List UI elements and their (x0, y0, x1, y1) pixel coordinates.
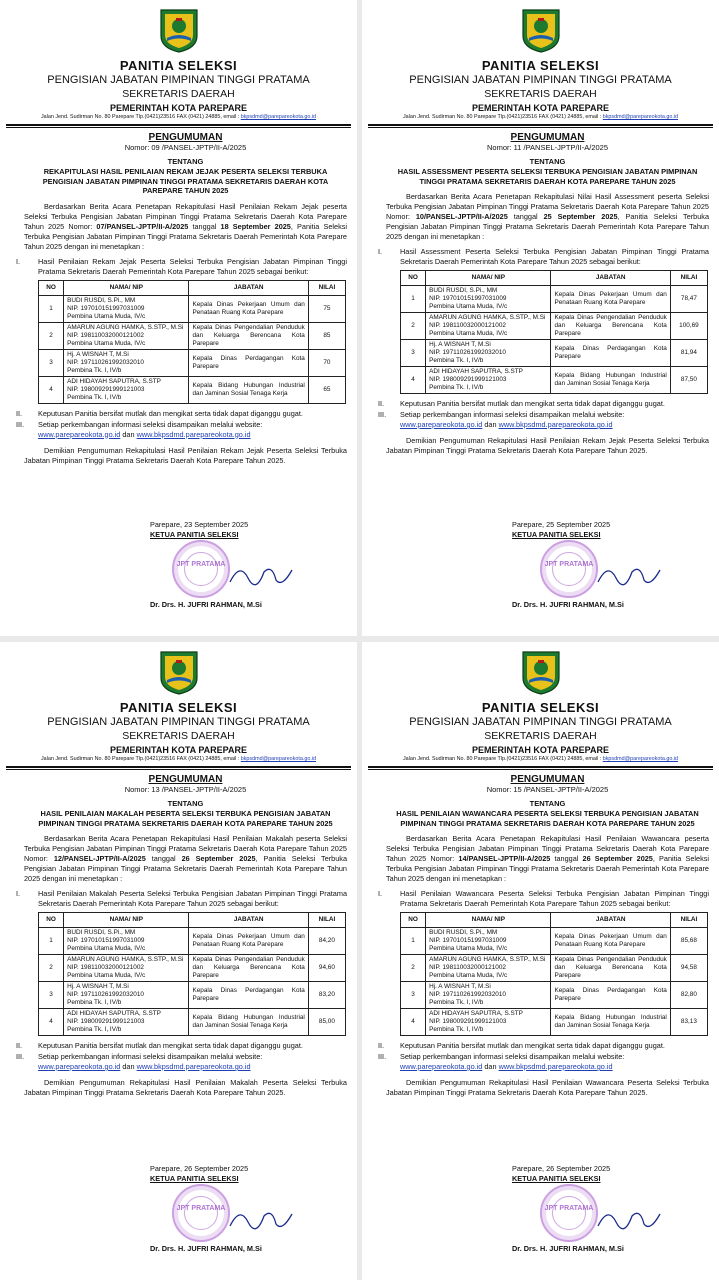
closing-paragraph: Demikian Pengumuman Rekapitulasi Hasil Penilaian Makalah Peserta Seleksi Terbuka Jabatan Pimpinan Tinggi Pratama Sekretaris Daerah Kota Parepare Tahun 2025. (24, 1078, 347, 1097)
committee-title: PANITIA SELEKSI (119, 58, 238, 73)
decision-item-2: II. Keputusan Panitia bersifat mutlak dan mengikat serta tidak dapat diganggu gugat. (16, 408, 303, 418)
announcement-subject: HASIL PENILAIAN WAWANCARA PESERTA SELEKSI TERBUKA PENGISIAN JABATAN PIMPINAN TINGGI PRATAMA SEKRETARIS DAERAH KOTA PAREPARE TAHUN 2025 (396, 809, 699, 828)
address-line: Jalan Jend. Sudirman No. 80 Parepare Tlp.(0421)23516 FAX (0421) 24885, email : bkpsdmd@parepareokota.go.id (402, 756, 679, 762)
name-nip-cell: Hj. A WISNAH T, M.Si NIP. 197110261992032010 Pembina Tk. I, IV/b (426, 340, 551, 367)
announcement-heading: PENGUMUMAN (510, 132, 585, 143)
table-row (39, 376, 346, 403)
committee-title: PANITIA SELEKSI (481, 700, 600, 715)
decision-item-2: II. Keputusan Panitia bersifat mutlak dan mengikat serta tidak dapat diganggu gugat. (16, 1041, 303, 1050)
score-cell: 100,69 (670, 313, 707, 340)
table-row (39, 349, 346, 376)
name-nip-cell: BUDI RUSDI, S.Pi., MM NIP. 197010151997031009 Pembina Utama Muda, IV/c (64, 928, 189, 955)
score-cell: 82,80 (670, 982, 707, 1009)
score-cell: 65 (308, 376, 345, 403)
chair-name: Dr. Drs. H. JUFRI RAHMAN, M.Si (512, 600, 624, 609)
score-cell: 78,47 (670, 286, 707, 313)
score-cell: 85,68 (670, 928, 707, 955)
website-link[interactable]: www.bkpsdmd.parepareokota.go.id (136, 429, 251, 439)
email-link[interactable]: bkpsdmd@parepareokota.go.id (602, 756, 679, 762)
results-table: NO NAMA/ NIP JABATAN NILAI 1 BUDI RUSDI, S.Pi., MM NIP. 197010151997031009 Pembina Utama Muda, IV/c Kepala Dinas Pekerjaan Umum dan Penataan Ruang Kota Parepare 85,68 2 AMARUN AGUNG HAMKA, S.STP., M.Si NIP. 198110032000121002 Pembina Utama Muda, IV/c Kepala Dinas Pengendalian Penduduk dan Keluarga Berencana Kota Parepare 94,58 3 Hj. A WISNAH T, M.Si NIP. 197110261992032010 Pembina Tk. I, IV/b Kepala Dinas Perdagangan Kota Parepare 82,80 4 ADI HIDAYAH SAPUTRA, S.STP NIP. 198009291999121003 Pembina Tk. I, IV/b Kepala Bidang Hubungan Industrial dan Jaminan Sosial Tenaga Kerja 83,13 (400, 912, 708, 1036)
committee-title: PANITIA SELEKSI (481, 58, 600, 73)
announcement-body: PENGUMUMAN Nomor: 15 /PANSEL-JPTP/II-A/2025 TENTANG HASIL PENILAIAN WAWANCARA PESERTA SELEKSI TERBUKA PENGISIAN JABATAN PIMPINAN TINGGI PRATAMA SEKRETARIS DAERAH KOTA PAREPARE TAHUN 2025 Berdasarkan Berita Acara Penetapan Rekapitulasi Hasil Penilaian Wawancara peserta Seleksi Terbuka Pengisian Jabatan Pimpinan Tinggi Pratama Sekretaris Daerah Kota Parepare Tahun 2025 Nomor: 14/PANSEL-JPTP/II-A/2025 tanggal 26 September 2025, Panitia Seleksi Terbuka Pengisian Jabatan Pimpinan Tinggi Pratama Sekretaris Daerah Pemerintah Kota Parepare Tahun 2025 dengan ini menetapkan : I. Hasil Penilaian Wawancara Peserta Seleksi Terbuka Pengisian Jabatan Pimpinan Tinggi Pratama Sekretaris Daerah Pemerintah Kota Parepare Tahun 2025 sebagai berikut: NO NAMA/ NIP JABATAN NILAI 1 BUDI RUSDI, S.Pi., MM NIP. 197010151997031009 Pembina Utama Muda, IV/c Kepala Dinas Pekerjaan Umum dan Penataan Ruang Kota Parepare 85,68 2 AMARUN AGUNG HAMKA, S.STP., M.Si NIP. 198110032000121002 Pembina Utama Muda, IV/c Kepala Dinas Pengendalian Penduduk dan Keluarga Berencana Kota Parepare 94,58 3 Hj. A WISNAH T, M.Si NIP. 197110261992032010 Pembina Tk. I, IV/b Kepala Dinas Perdagangan Kota Parepare 82,80 4 ADI HIDAYAH SAPUTRA, S.STP NIP. 198009291999121003 Pembina Tk. I, IV/b Kepala Bidang Hubungan Industrial dan Jaminan Sosial Tenaga Kerja 83,13 II. Keputusan Panitia bersifat mutlak dan mengikat serta tidak dapat diganggu gugat. III. Setiap perkembangan informasi seleksi disampaikan melalui website: www.parepareokota.go.id dan www.bkpsdmd.parepareokota.go.id Demikian Pengumuman Rekapitulasi Hasil Penilaian Wawancara Peserta Seleksi Terbuka Jabatan Pimpinan Tinggi Pratama Sekretaris Daerah Kota Parepare Tahun 2025. (378, 774, 709, 1097)
website-link[interactable]: www.bkpsdmd.parepareokota.go.id (498, 420, 613, 429)
city-emblem-icon (519, 6, 563, 54)
results-table: NO NAMA/ NIP JABATAN NILAI 1 BUDI RUSDI, S.Pi., MM NIP. 197010151997031009 Pembina Utama Muda, IV/c Kepala Dinas Pekerjaan Umum dan Penataan Ruang Kota Parepare 84,20 2 AMARUN AGUNG HAMKA, S.STP., M.Si NIP. 198110032000121002 Pembina Utama Muda, IV/c Kepala Dinas Pengendalian Penduduk dan Keluarga Berencana Kota Parepare 94,60 3 Hj. A WISNAH T, M.Si NIP. 197110261992032010 Pembina Tk. I, IV/b Kepala Dinas Perdagangan Kota Parepare 83,20 4 ADI HIDAYAH SAPUTRA, S.STP NIP. 198009291999121003 Pembina Tk. I, IV/b Kepala Bidang Hubungan Industrial dan Jaminan Sosial Tenaga Kerja 85,00 (38, 912, 346, 1036)
official-stamp: JPT PRATAMA (540, 540, 598, 598)
position-cell: Kepala Dinas Perdagangan Kota Parepare (551, 982, 670, 1009)
address-line: Jalan Jend. Sudirman No. 80 Parepare Tlp.(0421)23516 FAX (0421) 24885, email : bkpsdmd@parepareokota.go.id (40, 114, 317, 120)
preamble-paragraph: Berdasarkan Berita Acara Penetapan Rekapitulasi Hasil Penilaian Wawancara peserta Seleksi Terbuka Pengisian Jabatan Pimpinan Tinggi Pratama Sekretaris Daerah Kota Parepare Tahun 2025 Nomor: 14/PANSEL-JPTP/II-A/2025 tanggal 26 September 2025, Panitia Seleksi Terbuka Pengisian Jabatan Pimpinan Tinggi Pratama Sekretaris Daerah Pemerintah Kota Parepare Tahun 2025 dengan ini menetapkan : (386, 834, 709, 883)
row-number: 3 (39, 349, 64, 376)
row-number: 1 (39, 928, 64, 955)
letterhead: PANITIA SELEKSI PENGISIAN JABATAN PIMPINAN TINGGI PRATAMA SEKRETARIS DAERAH PEMERINTAH KOTA PAREPARE (362, 700, 719, 757)
website-link[interactable]: www.bkpsdmd.parepareokota.go.id (498, 1062, 613, 1071)
table-row (401, 367, 708, 394)
position-cell: Kepala Bidang Hubungan Industrial dan Jaminan Sosial Tenaga Kerja (551, 1009, 670, 1036)
score-cell: 84,20 (308, 928, 345, 955)
row-number: 4 (401, 1009, 426, 1036)
signature-scribble (594, 1204, 664, 1234)
row-number: 3 (39, 982, 64, 1009)
row-number: 3 (401, 340, 426, 367)
place-date: Parepare, 25 September 2025 (512, 520, 611, 529)
name-nip-cell: BUDI RUSDI, S.Pi., MM NIP. 197010151997031009 Pembina Utama Muda, IV/c (426, 928, 551, 955)
place-date: Parepare, 26 September 2025 (512, 1164, 611, 1173)
table-row (401, 928, 708, 955)
address-line: Jalan Jend. Sudirman No. 80 Parepare Tlp.(0421)23516 FAX (0421) 24885, email : bkpsdmd@parepareokota.go.id (40, 756, 317, 762)
website-link[interactable]: www.parepareokota.go.id (38, 1062, 121, 1071)
decision-item-3: III. Setiap perkembangan informasi seleksi disampaikan melalui website: www.parepareokota.go.id dan www.bkpsdmd.parepareokota.go.id (16, 419, 263, 439)
website-link[interactable]: www.bkpsdmd.parepareokota.go.id (136, 1062, 251, 1071)
preamble-paragraph: Berdasarkan Berita Acara Penetapan Rekapitulasi Hasil Penilaian Rekam Jejak peserta Seleksi Terbuka Pengisian Jabatan Pimpinan Tinggi Pratama Sekretaris Daerah Kota Parepare Tahun 2025 Nomor: 07/PANSEL-JPTP/II-A/2025 tanggal 18 September 2025, Panitia Seleksi Terbuka Pengisian Jabatan Pimpinan Tinggi Pratama Sekretaris Daerah Pemerintah Kota Parepare Tahun 2025 dengan ini menetapkan : (24, 201, 347, 251)
row-number: 1 (401, 928, 426, 955)
position-cell: Kepala Dinas Pekerjaan Umum dan Penataan Ruang Kota Parepare (189, 295, 308, 322)
table-row (401, 1009, 708, 1036)
committee-title: PANITIA SELEKSI (119, 700, 238, 715)
announcement-number: Nomor: 13 /PANSEL-JPTP/II-A/2025 (124, 785, 247, 794)
score-cell: 87,50 (670, 367, 707, 394)
place-date: Parepare, 23 September 2025 (150, 520, 249, 529)
email-link[interactable]: bkpsdmd@parepareokota.go.id (240, 756, 317, 762)
letterhead: PANITIA SELEKSI PENGISIAN JABATAN PIMPINAN TINGGI PRATAMA SEKRETARIS DAERAH PEMERINTAH KOTA PAREPARE (0, 700, 357, 757)
letterhead: PANITIA SELEKSI PENGISIAN JABATAN PIMPINAN TINGGI PRATAMA SEKRETARIS DAERAH PEMERINTAH KOTA PAREPARE (0, 58, 357, 115)
row-number: 4 (401, 367, 426, 394)
website-link[interactable]: www.parepareokota.go.id (38, 429, 121, 439)
announcement-body: PENGUMUMAN Nomor: 13 /PANSEL-JPTP/II-A/2025 TENTANG HASIL PENILAIAN MAKALAH PESERTA SELEKSI TERBUKA PENGISIAN JABATAN PIMPINAN TINGGI PRATAMA SEKRETARIS DAERAH KOTA PAREPARE TAHUN 2025 Berdasarkan Berita Acara Penetapan Rekapitulasi Hasil Penilaian Makalah peserta Seleksi Terbuka Pengisian Jabatan Pimpinan Tinggi Pratama Sekretaris Daerah Kota Parepare Tahun 2025 Nomor: 12/PANSEL-JPTP/II-A/2025 tanggal 26 September 2025, Panitia Seleksi Terbuka Pengisian Jabatan Pimpinan Tinggi Pratama Sekretaris Daerah Pemerintah Kota Parepare Tahun 2025 dengan ini menetapkan : I. Hasil Penilaian Makalah Peserta Seleksi Terbuka Pengisian Jabatan Pimpinan Tinggi Pratama Sekretaris Daerah Pemerintah Kota Parepare Tahun 2025 sebagai berikut: NO NAMA/ NIP JABATAN NILAI 1 BUDI RUSDI, S.Pi., MM NIP. 197010151997031009 Pembina Utama Muda, IV/c Kepala Dinas Pekerjaan Umum dan Penataan Ruang Kota Parepare 84,20 2 AMARUN AGUNG HAMKA, S.STP., M.Si NIP. 198110032000121002 Pembina Utama Muda, IV/c Kepala Dinas Pengendalian Penduduk dan Keluarga Berencana Kota Parepare 94,60 3 Hj. A WISNAH T, M.Si NIP. 197110261992032010 Pembina Tk. I, IV/b Kepala Dinas Perdagangan Kota Parepare 83,20 4 ADI HIDAYAH SAPUTRA, S.STP NIP. 198009291999121003 Pembina Tk. I, IV/b Kepala Bidang Hubungan Industrial dan Jaminan Sosial Tenaga Kerja 85,00 II. Keputusan Panitia bersifat mutlak dan mengikat serta tidak dapat diganggu gugat. III. Setiap perkembangan informasi seleksi disampaikan melalui website: www.parepareokota.go.id dan www.bkpsdmd.parepareokota.go.id Demikian Pengumuman Rekapitulasi Hasil Penilaian Makalah Peserta Seleksi Terbuka Jabatan Pimpinan Tinggi Pratama Sekretaris Daerah Kota Parepare Tahun 2025. (16, 774, 348, 1097)
chair-name: Dr. Drs. H. JUFRI RAHMAN, M.Si (512, 1244, 624, 1253)
row-number: 2 (39, 322, 64, 349)
score-cell: 75 (308, 295, 345, 322)
decision-item-3: III. Setiap perkembangan informasi seleksi disampaikan melalui website: www.parepareokota.go.id dan www.bkpsdmd.parepareokota.go.id (378, 1052, 625, 1071)
preamble-paragraph: Berdasarkan Berita Acara Penetapan Rekapitulasi Nilai Hasil Assessment peserta Seleksi Terbuka Pengisian Jabatan Pimpinan Tinggi Pratama Sekretaris Daerah Kota Parepare Tahun 2025 Nomor: 10/PANSEL-JPTP/II-A/2025 tanggal 25 September 2025, Panitia Seleksi Terbuka Pengisian Jabatan Pimpinan Tinggi Pratama Sekretaris Daerah Pemerintah Kota Parepare Tahun 2025 dengan ini menetapkan : (386, 192, 710, 241)
name-nip-cell: ADI HIDAYAH SAPUTRA, S.STP NIP. 198009291999121003 Pembina Tk. I, IV/b (64, 376, 189, 403)
city-emblem-icon (519, 648, 563, 696)
signature-scribble (594, 560, 664, 590)
announcement-number: Nomor: 11 /PANSEL-JPTP/II-A/2025 (486, 143, 609, 152)
table-row (39, 982, 346, 1009)
chair-name: Dr. Drs. H. JUFRI RAHMAN, M.Si (150, 600, 262, 609)
results-table: NO NAMA/ NIP JABATAN NILAI 1 BUDI RUSDI, S.Pi., MM NIP. 197010151997031009 Pembina Utama Muda, IV/c Kepala Dinas Pekerjaan Umum dan Penataan Ruang Kota Parepare 78,47 2 AMARUN AGUNG HAMKA, S.STP., M.Si NIP. 198110032000121002 Pembina Utama Muda, IV/c Kepala Dinas Pengendalian Penduduk dan Keluarga Berencana Kota Parepare 100,69 3 Hj. A WISNAH T, M.Si NIP. 197110261992032010 Pembina Tk. I, IV/b Kepala Dinas Perdagangan Kota Parepare 81,94 4 ADI HIDAYAH SAPUTRA, S.STP NIP. 198009291999121003 Pembina Tk. I, IV/b Kepala Bidang Hubungan Industrial dan Jaminan Sosial Tenaga Kerja 87,50 (400, 270, 708, 394)
table-row (39, 295, 346, 322)
table-row (39, 1009, 346, 1036)
name-nip-cell: ADI HIDAYAH SAPUTRA, S.STP NIP. 198009291999121003 Pembina Tk. I, IV/b (426, 1009, 551, 1036)
signature-scribble (226, 1204, 296, 1234)
announcement-subject: HASIL PENILAIAN MAKALAH PESERTA SELEKSI TERBUKA PENGISIAN JABATAN PIMPINAN TINGGI PRATAMA SEKRETARIS DAERAH KOTA PAREPARE TAHUN 2025 (38, 809, 333, 828)
position-cell: Kepala Bidang Hubungan Industrial dan Jaminan Sosial Tenaga Kerja (189, 1009, 308, 1036)
decision-item-3: III. Setiap perkembangan informasi seleksi disampaikan melalui website: www.parepareokota.go.id dan www.bkpsdmd.parepareokota.go.id (16, 1052, 263, 1071)
score-cell: 94,58 (670, 955, 707, 982)
position-cell: Kepala Dinas Pekerjaan Umum dan Penataan Ruang Kota Parepare (551, 928, 670, 955)
row-number: 3 (401, 982, 426, 1009)
position-cell: Kepala Bidang Hubungan Industrial dan Jaminan Sosial Tenaga Kerja (189, 376, 308, 403)
signature-scribble (226, 560, 296, 590)
decision-item-2: II. Keputusan Panitia bersifat mutlak dan mengikat serta tidak dapat diganggu gugat. (378, 399, 665, 408)
table-row (39, 322, 346, 349)
letterhead: PANITIA SELEKSI PENGISIAN JABATAN PIMPINAN TINGGI PRATAMA SEKRETARIS DAERAH PEMERINTAH KOTA PAREPARE (362, 58, 719, 115)
score-cell: 81,94 (670, 340, 707, 367)
position-cell: Kepala Dinas Pekerjaan Umum dan Penataan Ruang Kota Parepare (189, 928, 308, 955)
decision-item-1: I. Hasil Assessment Peserta Seleksi Terbuka Pengisian Jabatan Pimpinan Tinggi Pratama Sekretaris Daerah Pemerintah Kota Parepare Tahun 2025 sebagai berikut: (378, 247, 709, 266)
decision-item-3: III. Setiap perkembangan informasi seleksi disampaikan melalui website: www.parepareokota.go.id dan www.bkpsdmd.parepareokota.go.id (378, 410, 625, 429)
name-nip-cell: AMARUN AGUNG HAMKA, S.STP., M.Si NIP. 198110032000121002 Pembina Utama Muda, IV/c (426, 313, 551, 340)
name-nip-cell: AMARUN AGUNG HAMKA, S.STP., M.Si NIP. 198110032000121002 Pembina Utama Muda, IV/c (426, 955, 551, 982)
row-number: 1 (401, 286, 426, 313)
closing-paragraph: Demikian Pengumuman Rekapitulasi Hasil Penilaian Rekam Jejak Peserta Seleksi Terbuka Jabatan Pimpinan Tinggi Pratama Sekretaris Daerah Kota Parepare Tahun 2025. (386, 436, 709, 455)
website-link[interactable]: www.parepareokota.go.id (400, 420, 483, 429)
official-stamp: JPT PRATAMA (172, 1184, 230, 1242)
row-number: 2 (39, 955, 64, 982)
chair-title: KETUA PANITIA SELEKSI (512, 530, 601, 539)
preamble-paragraph: Berdasarkan Berita Acara Penetapan Rekapitulasi Hasil Penilaian Makalah peserta Seleksi Terbuka Pengisian Jabatan Pimpinan Tinggi Pratama Sekretaris Daerah Kota Parepare Tahun 2025 Nomor: 12/PANSEL-JPTP/II-A/2025 tanggal 26 September 2025, Panitia Seleksi Terbuka Pengisian Jabatan Pimpinan Tinggi Pratama Sekretaris Daerah Pemerintah Kota Parepare Tahun 2025 dengan ini menetapkan : (24, 834, 348, 883)
table-row (401, 982, 708, 1009)
name-nip-cell: ADI HIDAYAH SAPUTRA, S.STP NIP. 198009291999121003 Pembina Tk. I, IV/b (426, 367, 551, 394)
row-number: 2 (401, 955, 426, 982)
table-row (401, 340, 708, 367)
closing-paragraph: Demikian Pengumuman Rekapitulasi Hasil Penilaian Wawancara Peserta Seleksi Terbuka Jabatan Pimpinan Tinggi Pratama Sekretaris Daerah Kota Parepare Tahun 2025. (386, 1078, 709, 1097)
city-emblem-icon (157, 6, 201, 54)
chair-title: KETUA PANITIA SELEKSI (150, 530, 239, 539)
name-nip-cell: Hj. A WISNAH T, M.Si NIP. 197110261992032010 Pembina Tk. I, IV/b (64, 349, 189, 376)
score-cell: 85 (308, 322, 345, 349)
score-cell: 83,13 (670, 1009, 707, 1036)
announcement-subject: REKAPITULASI HASIL PENILAIAN REKAM JEJAK PESERTA SELEKSI TERBUKA PENGISIAN JABATAN PIMPINAN TINGGI PRATAMA SEKRETARIS DAERAH KOTA PAREPARE TAHUN 2025 (42, 167, 329, 195)
chair-title: KETUA PANITIA SELEKSI (150, 1174, 239, 1183)
email-link[interactable]: bkpsdmd@parepareokota.go.id (602, 114, 679, 120)
announcement-heading: PENGUMUMAN (510, 774, 585, 785)
announcement-body: PENGUMUMAN Nomor: 09 /PANSEL-JPTP/II-A/2025 TENTANG REKAPITULASI HASIL PENILAIAN REKAM JEJAK PESERTA SELEKSI TERBUKA PENGISIAN JABATAN PIMPINAN TINGGI PRATAMA SEKRETARIS DAERAH KOTA PAREPARE TAHUN 2025 Berdasarkan Berita Acara Penetapan Rekapitulasi Hasil Penilaian Rekam Jejak peserta Seleksi Terbuka Pengisian Jabatan Pimpinan Tinggi Pratama Sekretaris Daerah Kota Parepare Tahun 2025 Nomor: 07/PANSEL-JPTP/II-A/2025 tanggal 18 September 2025, Panitia Seleksi Terbuka Pengisian Jabatan Pimpinan Tinggi Pratama Sekretaris Daerah Pemerintah Kota Parepare Tahun 2025 dengan ini menetapkan : I. Hasil Penilaian Rekam Jejak Peserta Seleksi Terbuka Pengisian Jabatan Pimpinan Tinggi Pratama Sekretaris Daerah Pemerintah Kota Parepare Tahun 2025 sebagai berikut: NO NAMA/ NIP JABATAN NILAI 1 BUDI RUSDI, S.Pi., MM NIP. 197010151997031009 Pembina Utama Muda, IV/c Kepala Dinas Pekerjaan Umum dan Penataan Ruang Kota Parepare 75 2 AMARUN AGUNG HAMKA, S.STP., M.Si NIP. 198110032000121002 Pembina Utama Muda, IV/c Kepala Dinas Pengendalian Penduduk dan Keluarga Berencana Kota Parepare 85 3 Hj. A WISNAH T, M.Si NIP. 197110261992032010 Pembina Tk. I, IV/b Kepala Dinas Perdagangan Kota Parepare 70 4 ADI HIDAYAH SAPUTRA, S.STP NIP. 198009291999121003 Pembina Tk. I, IV/b Kepala Bidang Hubungan Industrial dan Jaminan Sosial Tenaga Kerja 65 II. Keputusan Panitia bersifat mutlak dan mengikat serta tidak dapat diganggu gugat. III. Setiap perkembangan informasi seleksi disampaikan melalui website: www.parepareokota.go.id dan www.bkpsdmd.parepareokota.go.id Demikian Pengumuman Rekapitulasi Hasil Penilaian Rekam Jejak Peserta Seleksi Terbuka Jabatan Pimpinan Tinggi Pratama Sekretaris Daerah Kota Parepare Tahun 2025. (16, 132, 347, 465)
row-number: 4 (39, 1009, 64, 1036)
row-number: 2 (401, 313, 426, 340)
name-nip-cell: BUDI RUSDI, S.Pi., MM NIP. 197010151997031009 Pembina Utama Muda, IV/c (64, 295, 189, 322)
place-date: Parepare, 26 September 2025 (150, 1164, 249, 1173)
announcement-page (362, 642, 719, 1280)
name-nip-cell: BUDI RUSDI, S.Pi., MM NIP. 197010151997031009 Pembina Utama Muda, IV/c (426, 286, 551, 313)
position-cell: Kepala Dinas Perdagangan Kota Parepare (551, 340, 670, 367)
official-stamp: JPT PRATAMA (172, 540, 230, 598)
table-row (401, 955, 708, 982)
position-cell: Kepala Dinas Pekerjaan Umum dan Penataan Ruang Kota Parepare (551, 286, 670, 313)
position-cell: Kepala Dinas Perdagangan Kota Parepare (189, 982, 308, 1009)
decision-item-1: I. Hasil Penilaian Rekam Jejak Peserta Seleksi Terbuka Pengisian Jabatan Pimpinan Tinggi Pratama Sekretaris Daerah Pemerintah Kota Parepare Tahun 2025 sebagai berikut: (16, 256, 347, 276)
announcement-body: PENGUMUMAN Nomor: 11 /PANSEL-JPTP/II-A/2025 TENTANG HASIL ASSESSMENT PESERTA SELEKSI TERBUKA PENGISIAN JABATAN PIMPINAN TINGGI PRATAMA SEKRETARIS DAERAH KOTA PAREPARE TAHUN 2025 Berdasarkan Berita Acara Penetapan Rekapitulasi Nilai Hasil Assessment peserta Seleksi Terbuka Pengisian Jabatan Pimpinan Tinggi Pratama Sekretaris Daerah Kota Parepare Tahun 2025 Nomor: 10/PANSEL-JPTP/II-A/2025 tanggal 25 September 2025, Panitia Seleksi Terbuka Pengisian Jabatan Pimpinan Tinggi Pratama Sekretaris Daerah Pemerintah Kota Parepare Tahun 2025 dengan ini menetapkan : I. Hasil Assessment Peserta Seleksi Terbuka Pengisian Jabatan Pimpinan Tinggi Pratama Sekretaris Daerah Pemerintah Kota Parepare Tahun 2025 sebagai berikut: NO NAMA/ NIP JABATAN NILAI 1 BUDI RUSDI, S.Pi., MM NIP. 197010151997031009 Pembina Utama Muda, IV/c Kepala Dinas Pekerjaan Umum dan Penataan Ruang Kota Parepare 78,47 2 AMARUN AGUNG HAMKA, S.STP., M.Si NIP. 198110032000121002 Pembina Utama Muda, IV/c Kepala Dinas Pengendalian Penduduk dan Keluarga Berencana Kota Parepare 100,69 3 Hj. A WISNAH T, M.Si NIP. 197110261992032010 Pembina Tk. I, IV/b Kepala Dinas Perdagangan Kota Parepare 81,94 4 ADI HIDAYAH SAPUTRA, S.STP NIP. 198009291999121003 Pembina Tk. I, IV/b Kepala Bidang Hubungan Industrial dan Jaminan Sosial Tenaga Kerja 87,50 II. Keputusan Panitia bersifat mutlak dan mengikat serta tidak dapat diganggu gugat. III. Setiap perkembangan informasi seleksi disampaikan melalui website: www.parepareokota.go.id dan www.bkpsdmd.parepareokota.go.id Demikian Pengumuman Rekapitulasi Hasil Penilaian Rekam Jejak Peserta Seleksi Terbuka Jabatan Pimpinan Tinggi Pratama Sekretaris Daerah Kota Parepare Tahun 2025. (378, 132, 710, 455)
table-row (39, 955, 346, 982)
announcement-heading: PENGUMUMAN (148, 132, 223, 143)
announcement-page (0, 0, 357, 636)
table-row (39, 928, 346, 955)
name-nip-cell: ADI HIDAYAH SAPUTRA, S.STP NIP. 198009291999121003 Pembina Tk. I, IV/b (64, 1009, 189, 1036)
announcement-number: Nomor: 09 /PANSEL-JPTP/II-A/2025 (124, 143, 247, 152)
table-row (401, 286, 708, 313)
table-row (401, 313, 708, 340)
announcement-heading: PENGUMUMAN (148, 774, 223, 785)
announcement-page (362, 0, 719, 636)
announcement-subject: HASIL ASSESSMENT PESERTA SELEKSI TERBUKA PENGISIAN JABATAN PIMPINAN TINGGI PRATAMA SEKRETARIS DAERAH KOTA PAREPARE TAHUN 2025 (397, 167, 698, 186)
decision-item-1: I. Hasil Penilaian Wawancara Peserta Seleksi Terbuka Pengisian Jabatan Pimpinan Tinggi Pratama Sekretaris Daerah Pemerintah Kota Parepare Tahun 2025 sebagai berikut: (378, 889, 709, 908)
name-nip-cell: Hj. A WISNAH T, M.Si NIP. 197110261992032010 Pembina Tk. I, IV/b (426, 982, 551, 1009)
position-cell: Kepala Dinas Perdagangan Kota Parepare (189, 349, 308, 376)
chair-name: Dr. Drs. H. JUFRI RAHMAN, M.Si (150, 1244, 262, 1253)
score-cell: 85,00 (308, 1009, 345, 1036)
score-cell: 83,20 (308, 982, 345, 1009)
announcement-number: Nomor: 15 /PANSEL-JPTP/II-A/2025 (486, 785, 609, 794)
position-cell: Kepala Dinas Pengendalian Penduduk dan Keluarga Berencana Kota Parepare (551, 955, 670, 982)
name-nip-cell: Hj. A WISNAH T, M.Si NIP. 197110261992032010 Pembina Tk. I, IV/b (64, 982, 189, 1009)
decision-item-2: II. Keputusan Panitia bersifat mutlak dan mengikat serta tidak dapat diganggu gugat. (378, 1041, 665, 1050)
city-emblem-icon (157, 648, 201, 696)
score-cell: 70 (308, 349, 345, 376)
website-link[interactable]: www.parepareokota.go.id (400, 1062, 483, 1071)
official-stamp: JPT PRATAMA (540, 1184, 598, 1242)
position-cell: Kepala Bidang Hubungan Industrial dan Jaminan Sosial Tenaga Kerja (551, 367, 670, 394)
row-number: 1 (39, 295, 64, 322)
chair-title: KETUA PANITIA SELEKSI (512, 1174, 601, 1183)
address-line: Jalan Jend. Sudirman No. 80 Parepare Tlp.(0421)23516 FAX (0421) 24885, email : bkpsdmd@parepareokota.go.id (402, 114, 679, 120)
score-cell: 94,60 (308, 955, 345, 982)
results-table: NO NAMA/ NIP JABATAN NILAI 1 BUDI RUSDI, S.Pi., MM NIP. 197010151997031009 Pembina Utama Muda, IV/c Kepala Dinas Pekerjaan Umum dan Penataan Ruang Kota Parepare 75 2 AMARUN AGUNG HAMKA, S.STP., M.Si NIP. 198110032000121002 Pembina Utama Muda, IV/c Kepala Dinas Pengendalian Penduduk dan Keluarga Berencana Kota Parepare 85 3 Hj. A WISNAH T, M.Si NIP. 197110261992032010 Pembina Tk. I, IV/b Kepala Dinas Perdagangan Kota Parepare 70 4 ADI HIDAYAH SAPUTRA, S.STP NIP. 198009291999121003 Pembina Tk. I, IV/b Kepala Bidang Hubungan Industrial dan Jaminan Sosial Tenaga Kerja 65 (38, 280, 346, 404)
name-nip-cell: AMARUN AGUNG HAMKA, S.STP., M.Si NIP. 198110032000121002 Pembina Utama Muda, IV/c (64, 955, 189, 982)
row-number: 4 (39, 376, 64, 403)
position-cell: Kepala Dinas Pengendalian Penduduk dan Keluarga Berencana Kota Parepare (189, 322, 308, 349)
decision-item-1: I. Hasil Penilaian Makalah Peserta Seleksi Terbuka Pengisian Jabatan Pimpinan Tinggi Pratama Sekretaris Daerah Pemerintah Kota Parepare Tahun 2025 sebagai berikut: (16, 889, 347, 908)
closing-paragraph: Demikian Pengumuman Rekapitulasi Hasil Penilaian Rekam Jejak Peserta Seleksi Terbuka Jabatan Pimpinan Tinggi Pratama Sekretaris Daerah Kota Parepare Tahun 2025. (24, 445, 347, 465)
position-cell: Kepala Dinas Pengendalian Penduduk dan Keluarga Berencana Kota Parepare (551, 313, 670, 340)
name-nip-cell: AMARUN AGUNG HAMKA, S.STP., M.Si NIP. 198110032000121002 Pembina Utama Muda, IV/c (64, 322, 189, 349)
announcement-page (0, 642, 357, 1280)
email-link[interactable]: bkpsdmd@parepareokota.go.id (240, 114, 317, 120)
position-cell: Kepala Dinas Pengendalian Penduduk dan Keluarga Berencana Kota Parepare (189, 955, 308, 982)
